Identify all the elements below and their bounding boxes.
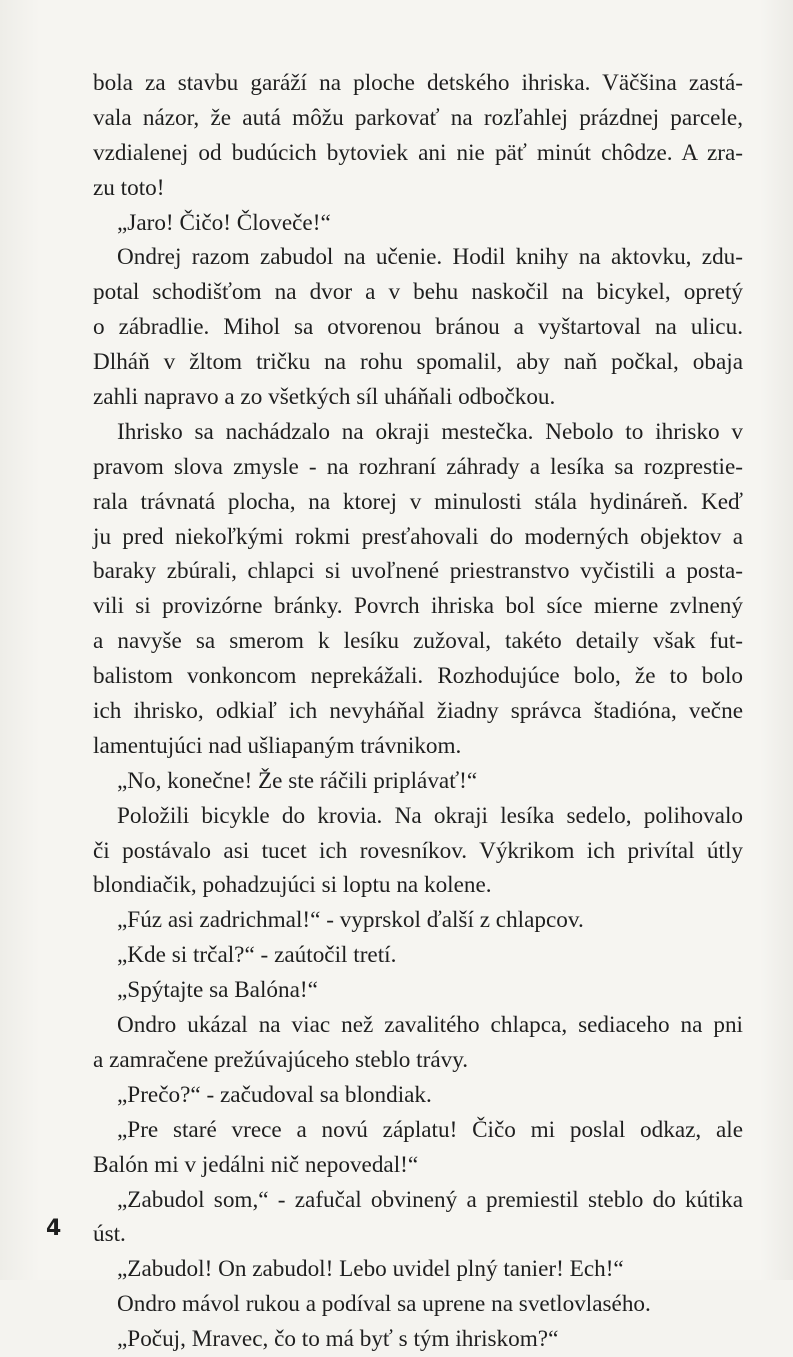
text-line: lamentujúci nad ušliapaným trávnikom. (93, 732, 462, 759)
text-line: „Spýtajte sa Balóna!“ (117, 977, 318, 1004)
text-line: vala názor, že autá môžu parkovať na rozľahlej prázdnej parcele, (93, 104, 743, 131)
text-line: Položili bicykle do krovia. Na okraji lesíka sedelo, polihovalo (117, 802, 743, 829)
text-line: a navyše sa smerom k lesíku zužoval, takéto detaily však fut- (93, 628, 743, 655)
text-line: Ihrisko sa nachádzalo na okraji mestečka. Nebolo to ihrisko v (117, 418, 743, 445)
text-line: blondiačik, pohadzujúci si loptu na kolene. (93, 872, 492, 899)
text-line: „Jaro! Čičo! Človeče!“ (117, 209, 331, 236)
text-line: a zamračene prežúvajúceho steblo trávy. (93, 1046, 469, 1073)
text-line: balistom vonkoncom neprekážali. Rozhodujúce bolo, že to bolo (93, 663, 743, 690)
text-line: o zábradlie. Mihol sa otvorenou bránou a vyštartoval na ulicu. (93, 314, 743, 341)
text-line: Ondrej razom zabudol na učenie. Hodil knihy na aktovku, zdu- (117, 244, 743, 271)
text-line: vili si provizórne bránky. Povrch ihriska bol síce mierne zvlnený (93, 593, 743, 620)
text-line: Ondro mávol rukou a podíval sa uprene na svetlovlasého. (117, 1291, 651, 1318)
text-line: „Zabudol som,“ - zafučal obvinený a premiestil steblo do kútika (117, 1186, 743, 1213)
text-line: Balón mi v jedálni nič nepovedal!“ (93, 1151, 419, 1178)
page-number: 4 (46, 1216, 62, 1241)
text-line: pravom slova zmysle - na rozhraní záhrady a lesíka sa rozprestie- (93, 453, 743, 480)
body-text (93, 66, 743, 1357)
text-line: rala trávnatá plocha, na ktorej v minulosti stála hydináreň. Keď (93, 488, 743, 515)
text-line: zu toto! (93, 174, 165, 201)
text-line: ich ihrisko, odkiaľ ich nevyháňal žiadny správca štadióna, večne (93, 698, 743, 725)
text-line: vzdialenej od budúcich bytoviek ani nie päť minút chôdze. A zra- (93, 139, 743, 166)
text-line: Dlháň v žltom tričku na rohu spomalil, aby naň počkal, obaja (93, 349, 743, 376)
text-line: „Zabudol! On zabudol! Lebo uvidel plný tanier! Ech!“ (117, 1256, 624, 1283)
text-line: bola za stavbu garáží na ploche detského ihriska. Väčšina zastá- (93, 70, 743, 96)
text-line: „Kde si trčal?“ - zaútočil tretí. (117, 942, 397, 969)
text-line: potal schodišťom na dvor a v behu naskočil na bicykel, opretý (93, 279, 743, 306)
text-line: „Fúz asi zadrichmal!“ - vyprskol ďalší z chlapcov. (117, 907, 584, 934)
text-line: „No, konečne! Že ste ráčili priplávať!“ (117, 767, 478, 794)
text-line: „Pre staré vrece a novú záplatu! Čičo mi poslal odkaz, ale (117, 1116, 743, 1143)
text-line: „Prečo?“ - začudoval sa blondiak. (117, 1081, 432, 1108)
text-line: zahli napravo a zo všetkých síl uháňali odbočkou. (93, 384, 556, 411)
text-line: Ondro ukázal na viac než zavalitého chlapca, sediaceho na pni (117, 1012, 743, 1039)
text-line: baraky zbúrali, chlapci si uvoľnené priestranstvo vyčistili a posta- (93, 558, 743, 585)
text-line: úst. (93, 1221, 126, 1248)
text-line: či postávalo asi tucet ich rovesníkov. Výkrikom ich privítal útly (93, 837, 743, 864)
text-line: ju pred niekoľkými rokmi presťahovali do moderných objektov a (93, 523, 743, 550)
text-line: „Počuj, Mravec, čo to má byť s tým ihriskom?“ (117, 1326, 559, 1353)
